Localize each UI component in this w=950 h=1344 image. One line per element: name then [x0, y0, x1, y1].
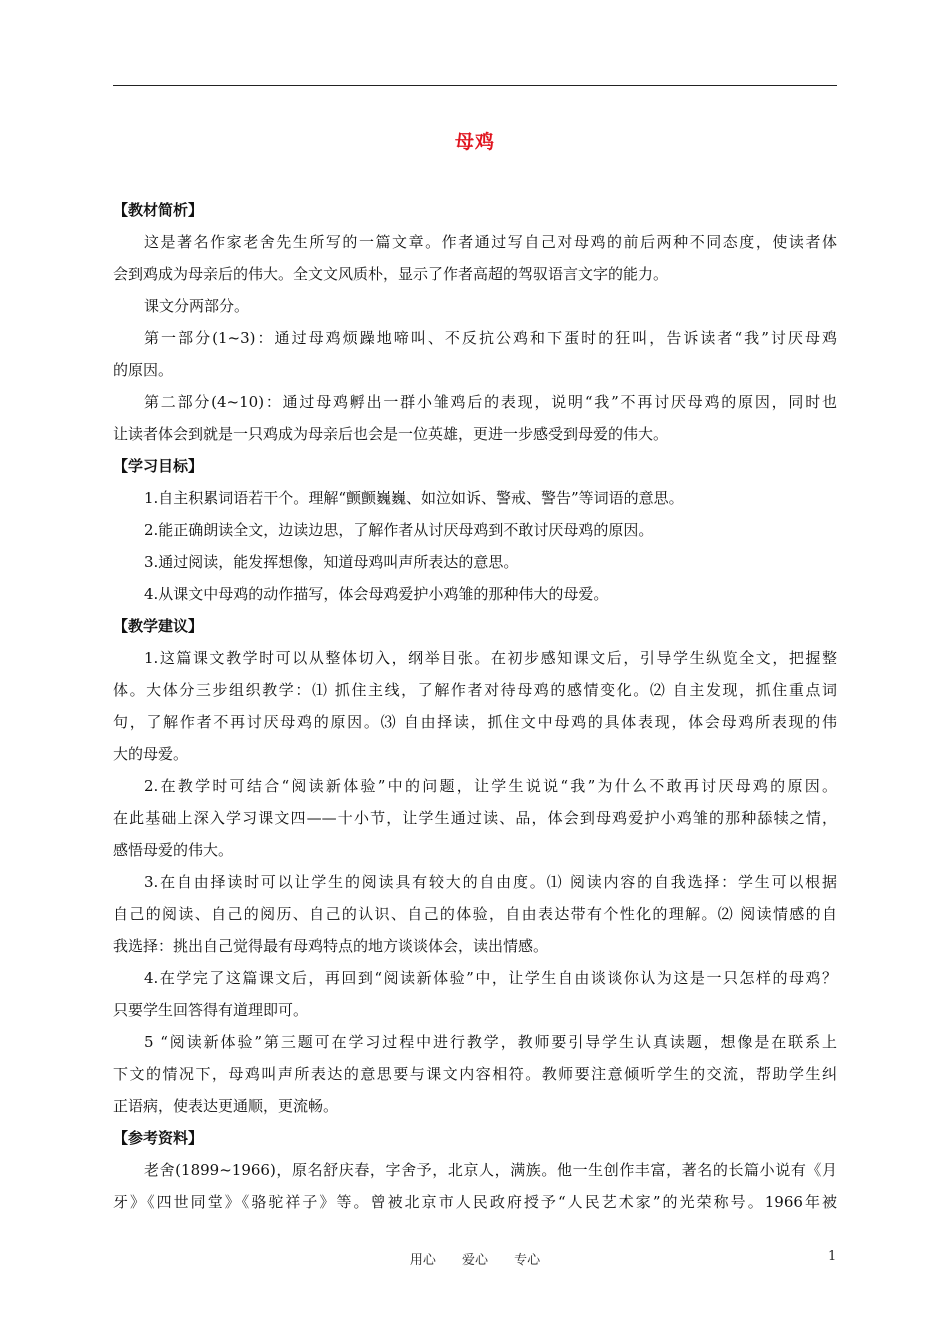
page-title: 母鸡	[454, 131, 495, 153]
text-line: 的原因。	[113, 361, 174, 379]
header-rule	[113, 85, 837, 86]
text-line: 第二部分(4~10)：通过母鸡孵出一群小雏鸡后的表现，说明“我”不再讨厌母鸡的原因，同时也	[144, 393, 837, 411]
text-line: 课文分两部分。	[144, 297, 250, 315]
document-body	[113, 194, 837, 1218]
text-line: 这是著名作家老舍先生所写的一篇文章。作者通过写自己对母鸡的前后两种不同态度，使读者体	[144, 233, 837, 251]
text-line: 3.通过阅读，能发挥想像，知道母鸡叫声所表达的意思。	[144, 553, 519, 571]
text-line: 4.从课文中母鸡的动作描写，体会母鸡爱护小鸡雏的那种伟大的母爱。	[144, 585, 609, 603]
text-line: 让读者体会到就是一只鸡成为母亲后也会是一位英雄，更进一步感受到母爱的伟大。	[113, 425, 669, 443]
text-line: 大的母爱。	[113, 745, 189, 763]
text-line: 4.在学完了这篇课文后，再回到“阅读新体验”中，让学生自由谈谈你认为这是一只怎样的母鸡？	[144, 969, 837, 987]
text-line: 3.在自由择读时可以让学生的阅读具有较大的自由度。⑴ 阅读内容的自我选择：学生可以根据	[144, 873, 837, 891]
text-line: 感悟母爱的伟大。	[113, 841, 234, 859]
text-line: 下文的情况下，母鸡叫声所表达的意思要与课文内容相符。教师要注意倾听学生的交流，帮助学生纠	[113, 1065, 837, 1083]
section-heading: 【参考资料】	[113, 1129, 204, 1147]
text-line: 体。大体分三步组织教学：⑴ 抓住主线，了解作者对待母鸡的感情变化。⑵ 自主发现，抓住重点词	[113, 681, 837, 699]
section-heading: 【教学建议】	[113, 617, 204, 635]
text-line: 5 “阅读新体验”第三题可在学习过程中进行教学，教师要引导学生认真读题，想像是在联系上	[144, 1033, 837, 1051]
text-line: 2.在教学时可结合“阅读新体验”中的问题，让学生说说“我”为什么不敢再讨厌母鸡的原因。	[144, 777, 837, 795]
text-line: 我选择：挑出自己觉得最有母鸡特点的地方谈谈体会，读出情感。	[113, 937, 549, 955]
text-line: 1.这篇课文教学时可以从整体切入，纲举目张。在初步感知课文后，引导学生纵览全文，把握整	[144, 649, 837, 667]
text-line: 句，了解作者不再讨厌母鸡的原因。⑶ 自由择读，抓住文中母鸡的具体表现，体会母鸡所表现的伟	[113, 713, 837, 731]
footer-motto: 用心 爱心 专心	[409, 1253, 541, 1268]
text-line: 自己的阅读、自己的阅历、自己的认识、自己的体验，自由表达带有个性化的理解。⑵ 阅读情感的自	[113, 905, 837, 923]
text-line: 1.自主积累词语若干个。理解“颤颤巍巍、如泣如诉、警戒、警告”等词语的意思。	[144, 489, 684, 507]
text-line: 只要学生回答得有道理即可。	[113, 1001, 309, 1019]
text-line: 牙》《四世同堂》《骆驼祥子》等。曾被北京市人民政府授予“人民艺术家”的光荣称号。1966年被	[113, 1193, 837, 1211]
section-heading: 【教材简析】	[113, 201, 204, 219]
text-line: 2.能正确朗读全文，边读边思，了解作者从讨厌母鸡到不敢讨厌母鸡的原因。	[144, 521, 654, 539]
section-heading: 【学习目标】	[113, 457, 204, 475]
text-line: 老舍(1899~1966)，原名舒庆春，字舍予，北京人，满族。他一生创作丰富，著名的长篇小说有《月	[144, 1161, 837, 1179]
text-line: 正语病，使表达更通顺，更流畅。	[113, 1097, 339, 1115]
text-line: 在此基础上深入学习课文四——十小节，让学生通过读、品，体会到母鸡爱护小鸡雏的那种舔犊之情，	[113, 809, 837, 827]
page-number: 1	[828, 1249, 837, 1264]
text-line: 会到鸡成为母亲后的伟大。全文文风质朴，显示了作者高超的驾驭语言文字的能力。	[113, 265, 669, 283]
text-line: 第一部分(1~3)：通过母鸡烦躁地啼叫、不反抗公鸡和下蛋时的狂叫，告诉读者“我”讨厌母鸡	[144, 329, 837, 347]
